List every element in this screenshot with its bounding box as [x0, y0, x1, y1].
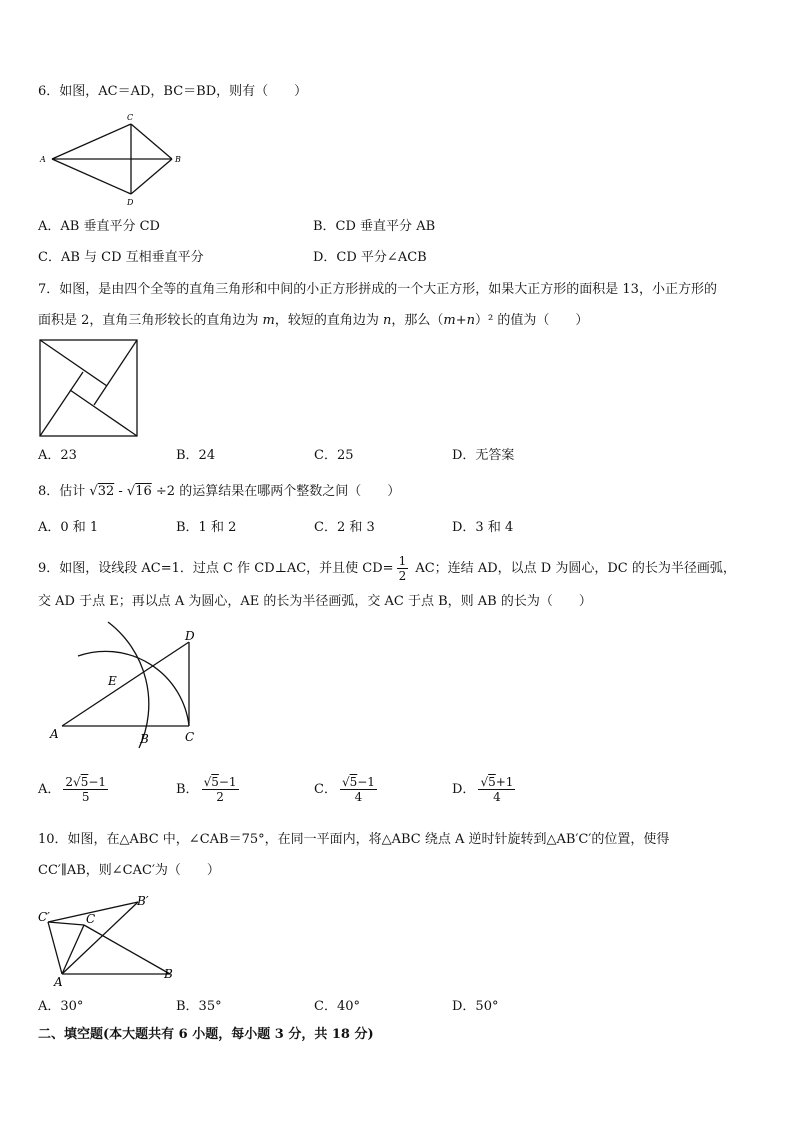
- arc-d: [78, 651, 189, 726]
- q9-option-b: B． $\frac{√5-1}{2}$: [176, 775, 237, 804]
- q9-label-b: B: [140, 732, 149, 746]
- q10-label-c: C: [86, 912, 96, 926]
- big-square: [40, 340, 137, 436]
- fraction-one-half: $\frac{1}{2}$: [398, 554, 407, 583]
- q10-option-c: C．40°: [314, 999, 360, 1014]
- q6-option-d: D．CD 平分∠ACB: [313, 250, 427, 265]
- q10-label-b: B: [164, 967, 173, 981]
- q9-label-d: D: [185, 629, 195, 643]
- q7-square-figure: [38, 338, 140, 438]
- q7-option-d: D．无答案: [452, 448, 515, 463]
- segment-db: [131, 159, 172, 194]
- q9-label-a: A: [50, 727, 59, 741]
- var-m: m: [262, 313, 275, 328]
- q8-option-c: C．2 和 3: [314, 520, 375, 535]
- q9-option-a: A． $\frac{2√5-1}{5}$: [38, 775, 107, 804]
- q6-option-a: A．AB 垂直平分 CD: [38, 219, 160, 234]
- q7-stem-line1: 7．如图，是由四个全等的直角三角形和中间的小正方形拼成的一个大正方形，如果大正方形的面积是 13，小正方形的: [38, 282, 717, 297]
- radicand-1: 32: [97, 484, 115, 499]
- q9-stem-line2: 交 AD 于点 E；再以点 A 为圆心，AE 的长为半径画弧，交 AC 于点 B，则 AB 的长为（ ）: [38, 594, 592, 609]
- q6-label-d: D: [127, 198, 134, 207]
- q6-label-c: C: [127, 113, 134, 122]
- q7-option-b: B．24: [176, 448, 216, 463]
- q6-label-b: B: [175, 155, 181, 164]
- segment-ac: [62, 925, 84, 974]
- q6-stem: 6．如图，AC＝AD，BC＝BD，则有（ ）: [38, 84, 308, 99]
- q10-label-bp: B′: [137, 894, 149, 908]
- q9-construction-figure: [48, 620, 208, 750]
- q6-label-a: A: [40, 155, 46, 164]
- q10-option-b: B．35°: [176, 999, 222, 1014]
- q9-label-c: C: [185, 730, 195, 744]
- q10-label-a: A: [54, 975, 63, 989]
- q7-option-a: A．23: [38, 448, 77, 463]
- q6-kite-figure: [38, 112, 188, 207]
- q7-option-c: C．25: [314, 448, 354, 463]
- q10-option-d: D．50°: [452, 999, 499, 1014]
- segment-acp: [48, 922, 62, 974]
- q9-stem-line1: 9．如图，设线段 AC=1．过点 C 作 CD⊥AC，并且使 CD= $\frac{1}{2}$ AC；连结 AD，以点 D 为圆心，DC 的长为半径画弧，: [38, 554, 736, 583]
- q10-rotation-figure: [34, 890, 184, 990]
- q9-label-e: E: [108, 674, 117, 688]
- segment-ac: [52, 124, 131, 159]
- sqrt-sign-1: √: [89, 484, 98, 499]
- segment-cb: [84, 925, 170, 974]
- radicand-2: 16: [135, 484, 152, 499]
- q10-option-a: A．30°: [38, 999, 84, 1014]
- q7-stem-line2: 面积是 2，直角三角形较长的直角边为 m，较短的直角边为 n，那么（m+n）² 的值为（ ）: [38, 313, 589, 328]
- triangle-edge-4: [40, 372, 83, 436]
- expr-m-plus-n: m+n: [443, 313, 475, 328]
- var-n: n: [383, 313, 392, 328]
- segment-ad: [52, 159, 131, 194]
- triangle-edge-1: [40, 340, 107, 386]
- segment-cb: [131, 124, 172, 159]
- segment-ccp: [48, 922, 84, 925]
- triangle-edge-3: [70, 390, 137, 436]
- q10-label-cp: C′: [38, 910, 50, 924]
- segment-abp: [62, 902, 138, 974]
- q9-option-c: C． $\frac{√5-1}{4}$: [314, 775, 375, 804]
- q8-option-b: B．1 和 2: [176, 520, 237, 535]
- q6-option-c: C．AB 与 CD 互相垂直平分: [38, 250, 204, 265]
- triangle-edge-2: [94, 340, 137, 405]
- q9-option-d: D． $\frac{√5+1}{4}$: [452, 775, 514, 804]
- sqrt-sign-2: √: [126, 484, 136, 499]
- q10-stem-line1: 10．如图，在△ABC 中，∠CAB＝75°，在同一平面内，将△ABC 绕点 A 逆时针旋转到△AB′C′的位置，使得: [38, 832, 670, 847]
- q8-option-a: A．0 和 1: [38, 520, 99, 535]
- q8-stem: 8．估计 √32 - √16 ÷2 的运算结果在哪两个整数之间（ ）: [38, 484, 401, 499]
- q6-option-b: B．CD 垂直平分 AB: [313, 219, 436, 234]
- section-2-heading: 二、填空题(本大题共有 6 小题，每小题 3 分，共 18 分): [38, 1027, 374, 1042]
- q10-stem-line2: CC′∥AB，则∠CAC′为（ ）: [38, 863, 220, 878]
- q8-option-d: D．3 和 4: [452, 520, 514, 535]
